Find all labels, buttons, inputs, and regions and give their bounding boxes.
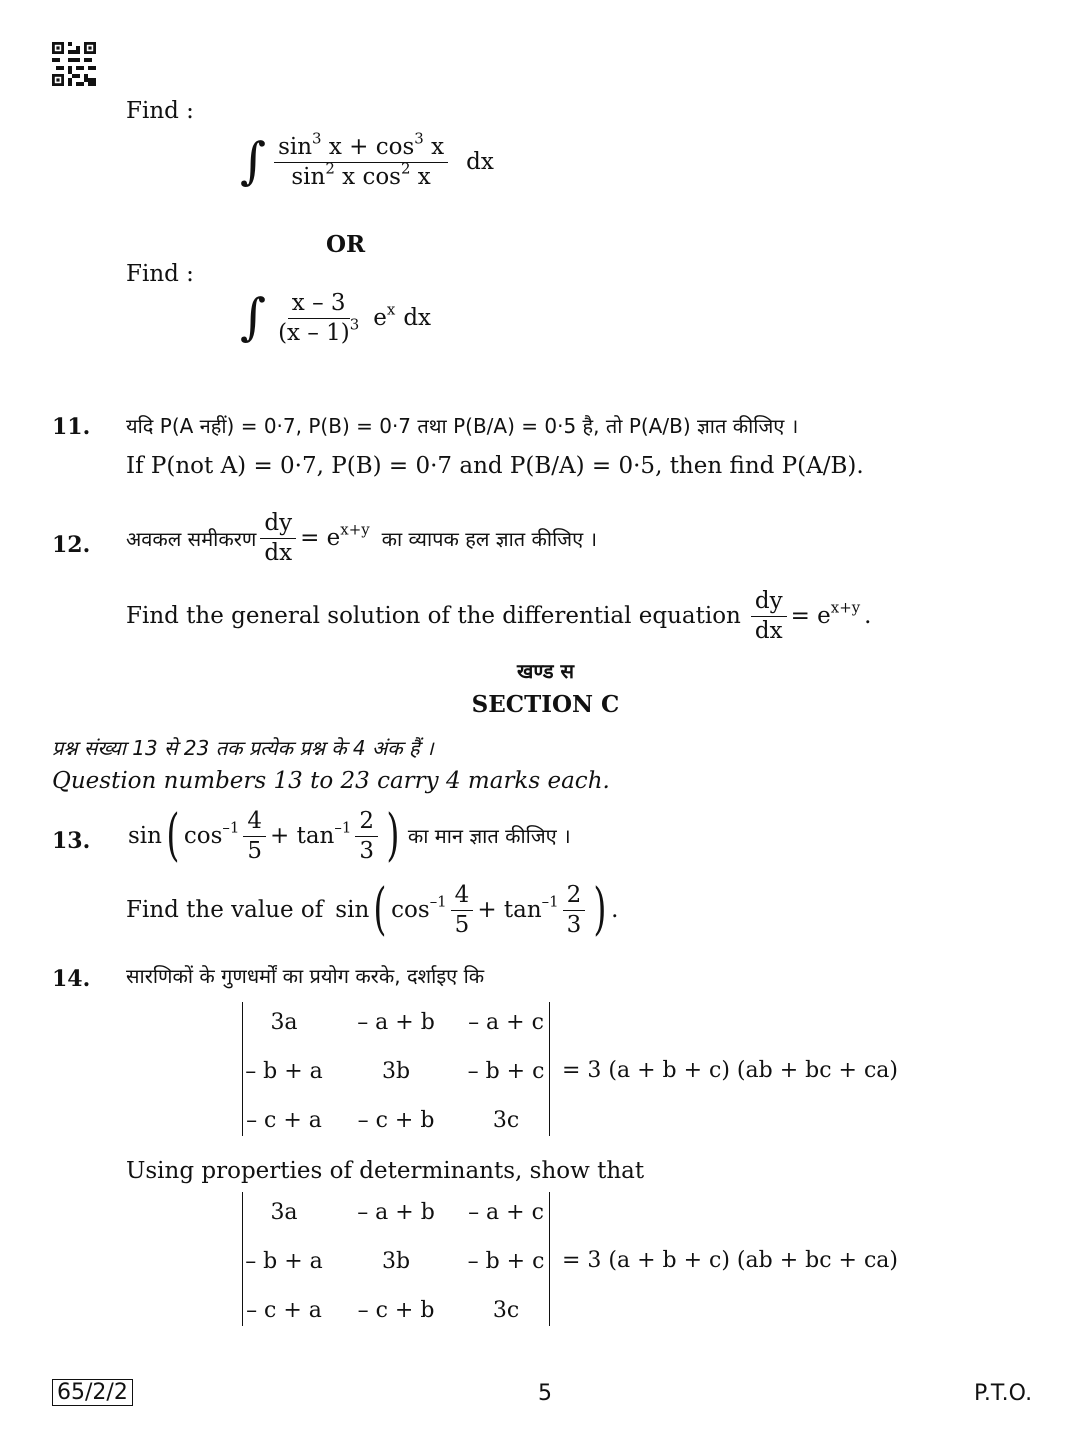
question-number-11: 11.	[52, 414, 91, 440]
question-12-hindi-pre: अवकल समीकरण	[126, 527, 257, 551]
dy-dx-fraction	[751, 590, 787, 643]
question-12-hindi-post: का व्यापक हल ज्ञात कीजिए ।	[381, 527, 598, 551]
integral-1-dx: dx	[466, 149, 494, 175]
numerator: 4	[451, 884, 474, 911]
fraction-2-3	[355, 807, 378, 864]
question-14-english: Using properties of determinants, show that	[126, 1158, 645, 1184]
integral-2-numerator: x – 3	[288, 292, 350, 319]
right-paren-icon: )	[386, 803, 400, 868]
q12-rhs: = $e^{x+y}$	[300, 520, 370, 551]
dy-dx-fraction	[260, 512, 296, 565]
fraction-4-5	[243, 807, 266, 864]
qr-code-icon	[52, 42, 96, 86]
pto-label: P.T.O.	[974, 1381, 1033, 1406]
integral-1-fraction	[274, 129, 448, 190]
det-cell: – b + a	[245, 1059, 323, 1084]
det-cell: – c + b	[357, 1298, 435, 1323]
question-12-english-pre: Find the general solution of the differential equation	[126, 603, 741, 629]
period: .	[611, 896, 619, 923]
det-cell: – c + a	[246, 1108, 322, 1133]
section-hindi-note: प्रश्न संख्या 13 से 23 तक प्रत्येक प्रश्न के 4 अंक हैं ।	[52, 736, 434, 760]
det-cell: – a + c	[468, 1200, 544, 1225]
integral-2-exp: $e^x$	[373, 300, 396, 331]
left-paren-icon: (	[373, 877, 387, 942]
integral-sign-icon: ∫	[240, 131, 267, 190]
det-cell: 3c	[492, 1298, 520, 1323]
numerator: 2	[563, 884, 586, 911]
det-cell: 3a	[270, 1200, 298, 1225]
det-cell: – b + c	[467, 1249, 545, 1274]
det-cell: – a + c	[468, 1010, 544, 1035]
dx-denominator: dx	[754, 618, 783, 644]
det-cell: – a + b	[357, 1010, 435, 1035]
right-paren-icon: )	[593, 877, 607, 942]
numerator: 4	[243, 810, 266, 837]
dy-numerator: dy	[260, 512, 296, 539]
determinant-rhs-english: = 3 (a + b + c) (ab + bc + ca)	[562, 1248, 898, 1273]
question-14-hindi: सारणिकों के गुणधर्मों का प्रयोग करके, दर्शाइए कि	[126, 964, 485, 988]
period: .	[864, 603, 872, 629]
integral-2-denominator: (x – 1)$^3$	[278, 315, 360, 346]
integral-2-dx: dx	[403, 305, 432, 331]
tan-inverse: + $\tan^{-1}$	[270, 818, 352, 849]
question-12-hindi	[126, 512, 597, 565]
integral-1-numerator: $\sin^3 x + \cos^3 x$	[274, 136, 448, 163]
sin-label: sin	[128, 822, 162, 849]
left-paren-icon: (	[166, 803, 180, 868]
det-cell: 3b	[381, 1059, 411, 1084]
cos-inverse: $\cos^{-1}$	[391, 892, 447, 923]
det-cell: – b + a	[245, 1249, 323, 1274]
question-number-12: 12.	[52, 532, 91, 558]
sin-label: sin	[335, 896, 370, 923]
integral-1-denominator: $\sin^2 x$ $\cos^2 x$	[291, 159, 431, 190]
denominator: 5	[454, 911, 470, 938]
det-cell: 3a	[270, 1010, 298, 1035]
question-12-english	[126, 590, 871, 643]
dy-numerator: dy	[751, 590, 787, 617]
question-13-english-pre: Find the value of	[126, 896, 324, 923]
integral-sign-icon: ∫	[240, 287, 267, 346]
fraction-2-3	[563, 881, 586, 938]
dx-denominator: dx	[264, 540, 293, 566]
find-label-1: Find :	[126, 98, 194, 124]
question-11-hindi: यदि P(A नहीं) = 0·7, P(B) = 0·7 तथा P(B/A) = 0·5 है, तो P(A/B) ज्ञात कीजिए ।	[126, 414, 799, 438]
question-number-14: 14.	[52, 966, 91, 992]
find-label-2: Find :	[126, 261, 194, 287]
question-11-english: If P(not A) = 0·7, P(B) = 0·7 and P(B/A) = 0·5, then find P(A/B).	[126, 453, 864, 479]
determinant-english	[242, 1192, 550, 1326]
det-cell: – c + a	[246, 1298, 322, 1323]
cos-inverse: $\cos^{-1}$	[183, 818, 240, 849]
det-cell: – b + c	[467, 1059, 545, 1084]
determinant-rhs-hindi: = 3 (a + b + c) (ab + bc + ca)	[562, 1058, 898, 1083]
integral-expression-2	[240, 287, 432, 346]
or-separator: OR	[326, 231, 366, 258]
question-13-hindi-post: का मान ज्ञात कीजिए ।	[407, 824, 571, 848]
det-cell: – a + b	[357, 1200, 435, 1225]
question-number-13: 13.	[52, 828, 91, 854]
determinant-hindi	[242, 1002, 550, 1136]
det-cell: – c + b	[357, 1108, 435, 1133]
integral-2-fraction	[274, 292, 363, 345]
section-title: SECTION C	[471, 691, 620, 718]
section-hindi-title: खण्ड स	[516, 659, 575, 683]
q12-rhs: = $e^{x+y}$	[790, 598, 861, 629]
det-cell: 3b	[381, 1249, 411, 1274]
tan-inverse: + $\tan^{-1}$	[477, 892, 559, 923]
section-english-note: Question numbers 13 to 23 carry 4 marks each.	[52, 768, 610, 794]
denominator: 3	[566, 911, 582, 938]
paper-code	[52, 1380, 133, 1405]
paper-code-box: 65/2/2	[52, 1379, 133, 1406]
denominator: 3	[359, 837, 374, 864]
page-number: 5	[538, 1381, 552, 1406]
question-13-english	[126, 877, 619, 942]
denominator: 5	[247, 837, 263, 864]
det-cell: 3c	[492, 1108, 520, 1133]
integral-expression-1	[240, 129, 494, 190]
fraction-4-5	[451, 881, 474, 938]
question-13-hindi	[128, 803, 571, 868]
numerator: 2	[355, 810, 378, 837]
